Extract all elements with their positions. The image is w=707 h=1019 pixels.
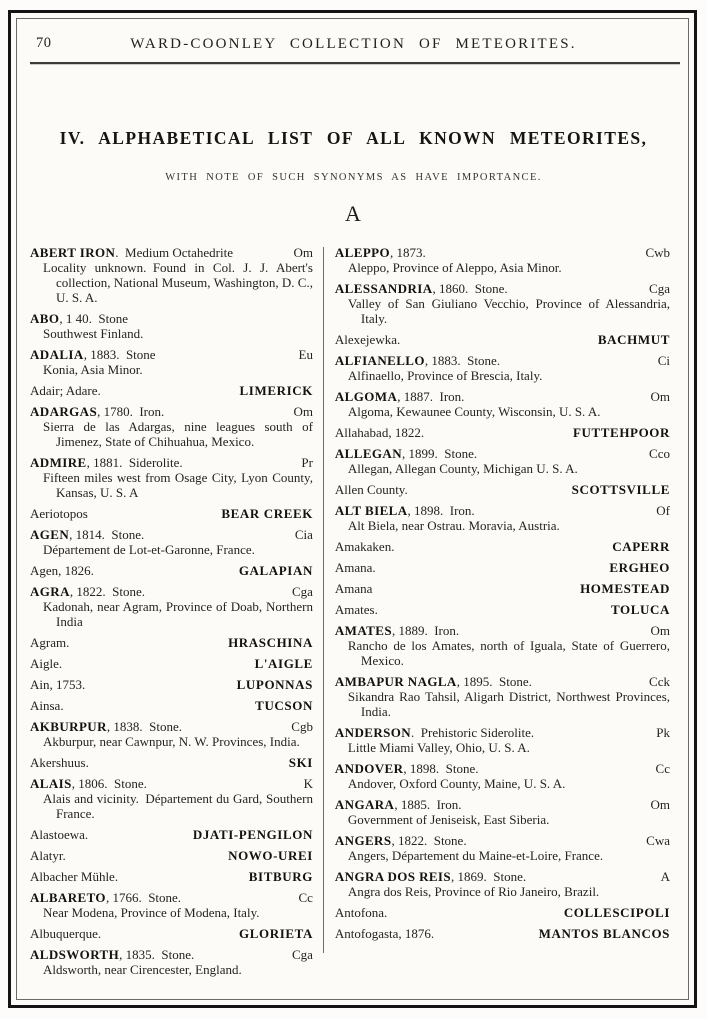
entry-info: , 1885. Iron.	[394, 797, 462, 812]
synonym-reference: BACHMUT	[597, 332, 670, 347]
synonym-entry	[30, 383, 313, 398]
synonym-reference: HOMESTEAD	[580, 581, 670, 596]
entry-class-code: Cwb	[645, 245, 670, 260]
entry-name: ANGARA	[334, 797, 395, 812]
entry-name: ALAIS	[30, 776, 72, 791]
meteorite-entry	[30, 347, 313, 377]
synonym-label: Allen County.	[334, 482, 408, 497]
section-subtitle: WITH NOTE OF SUCH SYNONYMS AS HAVE IMPORTANCE.	[165, 172, 542, 183]
synonym-entry	[335, 602, 670, 617]
right-column	[335, 245, 675, 983]
entry-name: ALESSANDRIA	[334, 281, 433, 296]
entry-title	[30, 719, 281, 734]
entry-title	[335, 281, 639, 296]
synonym-reference: MANTOS BLANCOS	[538, 926, 670, 941]
entry-title	[335, 797, 641, 812]
entry-info: , 1889. Iron.	[391, 623, 460, 638]
entry-class-code: Cia	[294, 527, 313, 542]
synonym-label: Agen, 1826.	[30, 563, 94, 578]
entry-title	[30, 347, 289, 362]
entry-info: , 1835. Stone.	[119, 947, 195, 962]
meteorite-entry	[335, 353, 670, 383]
entry-info: , 1869. Stone.	[451, 869, 527, 884]
entry-info: , 1899. Stone.	[401, 446, 478, 461]
entry-info: , 1883. Stone.	[424, 353, 500, 368]
synonym-label: Amates.	[334, 602, 378, 617]
entry-description: Andover, Oxford County, Maine, U. S. A.	[347, 776, 566, 791]
entry-title	[335, 674, 639, 689]
synonym-label: Agram.	[30, 635, 70, 650]
entry-name: ALEPPO	[334, 245, 391, 260]
entry-title	[335, 389, 641, 404]
entry-description: Alais and vicinity. Département du Gard, Southern France.	[43, 791, 313, 821]
entry-class-code: Eu	[298, 347, 313, 362]
entry-name: AGEN	[30, 527, 70, 542]
synonym-label: Amana	[334, 581, 373, 596]
entry-name: ALBARETO	[30, 890, 106, 905]
entry-headline	[30, 455, 313, 470]
entry-info: , 1881. Siderolite.	[86, 455, 183, 470]
entry-info: , 1883. Stone	[83, 347, 156, 362]
entry-headline	[30, 527, 313, 542]
entry-name: AGRA	[30, 584, 70, 599]
entry-title	[335, 869, 651, 884]
meteorite-entry	[335, 725, 670, 755]
meteorite-entry	[335, 503, 670, 533]
synonym-entry	[30, 869, 313, 884]
entry-title	[30, 947, 282, 962]
entry-class-code: Om	[650, 389, 670, 404]
entry-class-code: Om	[650, 797, 670, 812]
meteorite-entry	[335, 623, 670, 668]
meteorite-entry	[30, 947, 313, 977]
entry-headline	[335, 833, 670, 848]
synonym-reference: DJATI-PENGILON	[192, 827, 313, 842]
entry-description: Fifteen miles west from Osage City, Lyon County, Kansas, U. S. A	[43, 470, 313, 500]
synonym-reference: GLORIETA	[239, 926, 313, 941]
entry-headline	[30, 347, 313, 362]
entry-headline	[30, 404, 313, 419]
entry-class-code: Of	[656, 503, 670, 518]
entry-title	[335, 245, 636, 260]
entry-headline	[335, 725, 670, 740]
synonym-reference: COLLESCIPOLI	[563, 905, 670, 920]
synonym-entry	[30, 563, 313, 578]
synonym-reference: L'AIGLE	[254, 656, 313, 671]
synonym-reference: CAPERR	[612, 539, 670, 554]
meteorite-entry	[30, 527, 313, 557]
entry-class-code: Cck	[649, 674, 670, 689]
entry-info: , 1860. Stone.	[432, 281, 508, 296]
synonym-label: Adair; Adare.	[30, 383, 101, 398]
entry-info: , 1822. Stone.	[69, 584, 146, 599]
synonym-reference: HRASCHINA	[228, 635, 313, 650]
entry-headline	[335, 503, 670, 518]
entry-title	[30, 584, 282, 599]
entry-class-code: Cwa	[646, 833, 670, 848]
entry-title	[30, 245, 283, 260]
entry-title	[335, 725, 646, 740]
synonym-entry	[335, 482, 670, 497]
column-divider	[323, 247, 324, 953]
entry-description: Alt Biela, near Ostrau. Moravia, Austria.	[347, 518, 560, 533]
meteorite-entry	[335, 797, 670, 827]
entry-headline	[335, 674, 670, 689]
entry-description: Aleppo, Province of Aleppo, Asia Minor.	[347, 260, 562, 275]
meteorite-entry	[335, 674, 670, 719]
entry-name: ALT BIELA	[334, 503, 408, 518]
entry-headline	[335, 869, 670, 884]
synonym-entry	[335, 425, 670, 440]
entry-headline	[30, 947, 313, 962]
entry-description: Alfinaello, Province of Brescia, Italy.	[347, 368, 543, 383]
synonym-reference: NOWO-UREI	[228, 848, 313, 863]
meteorite-entry	[30, 455, 313, 500]
synonym-label: Ainsa.	[30, 698, 64, 713]
entry-name: ADMIRE	[30, 455, 87, 470]
entry-name: ALDSWORTH	[30, 947, 120, 962]
entry-headline	[30, 245, 313, 260]
synonym-reference: LUPONNAS	[236, 677, 313, 692]
entry-name: ANDOVER	[334, 761, 404, 776]
entry-name: ALGOMA	[334, 389, 398, 404]
synonym-reference: ERGHEO	[609, 560, 670, 575]
synonym-label: Aeriotopos	[30, 506, 88, 521]
entry-description: Little Miami Valley, Ohio, U. S. A.	[347, 740, 530, 755]
entry-info: , 1 40. Stone	[59, 311, 128, 326]
entry-headline	[30, 776, 313, 791]
entry-name: ABERT IRON	[30, 245, 116, 260]
entry-class-code: Cgb	[291, 719, 313, 734]
entry-title	[30, 776, 294, 791]
entry-headline	[335, 446, 670, 461]
synonym-label: Aigle.	[30, 656, 63, 671]
meteorite-entry	[30, 311, 313, 341]
synonym-label: Antofona.	[334, 905, 388, 920]
entry-info: , 1814. Stone.	[69, 527, 145, 542]
entry-class-code: K	[303, 776, 313, 791]
entry-headline	[335, 761, 670, 776]
entry-headline	[335, 353, 670, 368]
synonym-reference: FUTTEHPOOR	[572, 425, 670, 440]
entry-class-code: Ci	[657, 353, 670, 368]
synonym-reference: GALAPIAN	[238, 563, 313, 578]
entry-class-code: Cga	[292, 584, 313, 599]
entry-headline	[30, 311, 313, 326]
entry-class-code: Om	[293, 245, 313, 260]
entry-name: ALLEGAN	[334, 446, 402, 461]
entry-class-code: Om	[293, 404, 313, 419]
entry-description: Sikandra Rao Tahsil, Aligarh District, Northwest Provinces, India.	[347, 689, 670, 719]
entry-headline	[335, 623, 670, 638]
meteorite-entry	[30, 719, 313, 749]
meteorite-entry	[335, 833, 670, 863]
entry-description: Kadonah, near Agram, Province of Doab, Northern India	[43, 599, 313, 629]
synonym-label: Amana.	[334, 560, 376, 575]
synonym-reference: SCOTTSVILLE	[571, 482, 670, 497]
entry-description: Algoma, Kewaunee County, Wisconsin, U. S. A.	[347, 404, 601, 419]
entry-name: AMATES	[334, 623, 392, 638]
meteorite-entry	[30, 890, 313, 920]
entry-info: , 1873.	[390, 245, 426, 260]
entry-description: Locality unknown. Found in Col. J. J. Abert's collection, National Museum, Washington, D. C., U. S. A.	[43, 260, 313, 305]
entry-class-code: Cco	[649, 446, 670, 461]
entry-class-code: Cga	[649, 281, 670, 296]
entry-headline	[30, 584, 313, 599]
entry-columns	[30, 245, 675, 983]
entry-name: ANGRA DOS REIS	[334, 869, 452, 884]
entry-info: . Medium Octahedrite	[115, 245, 233, 260]
entry-name: ANDERSON	[334, 725, 412, 740]
entry-class-code: A	[660, 869, 670, 884]
entry-info: . Prehistoric Siderolite.	[411, 725, 535, 740]
synonym-entry	[335, 926, 670, 941]
entry-info: , 1822. Stone.	[391, 833, 467, 848]
entry-info: , 1780. Iron.	[97, 404, 165, 419]
entry-info: , 1895. Stone.	[456, 674, 532, 689]
synonym-entry	[335, 905, 670, 920]
meteorite-entry	[335, 245, 670, 275]
entry-title	[30, 404, 283, 419]
synonym-label: Allahabad, 1822.	[334, 425, 425, 440]
synonym-entry	[335, 560, 670, 575]
meteorite-entry	[335, 761, 670, 791]
synonym-entry	[30, 635, 313, 650]
synonym-reference: BITBURG	[248, 869, 313, 884]
synonym-entry	[30, 677, 313, 692]
synonym-label: Akershuus.	[30, 755, 89, 770]
entry-name: ALFIANELLO	[334, 353, 425, 368]
entry-description: Konia, Asia Minor.	[43, 362, 143, 377]
meteorite-entry	[30, 584, 313, 629]
entry-name: AMBAPUR NAGLA	[334, 674, 457, 689]
entry-description: Aldsworth, near Cirencester, England.	[43, 962, 242, 977]
entry-info: , 1898. Iron.	[407, 503, 475, 518]
entry-title	[335, 353, 648, 368]
header-rule	[30, 62, 680, 64]
synonym-label: Amakaken.	[334, 539, 395, 554]
entry-info: , 1838. Stone.	[106, 719, 182, 734]
synonym-entry	[30, 926, 313, 941]
entry-class-code: Cc	[298, 890, 313, 905]
entry-class-code: Om	[650, 623, 670, 638]
entry-title	[335, 623, 641, 638]
entry-title	[30, 527, 285, 542]
synonym-entry	[30, 656, 313, 671]
letter-heading: A	[345, 201, 362, 226]
entry-info: , 1806. Stone.	[71, 776, 147, 791]
entry-title	[335, 446, 639, 461]
meteorite-entry	[335, 446, 670, 476]
entry-name: AKBURPUR	[30, 719, 107, 734]
entry-class-code: Cga	[292, 947, 313, 962]
entry-class-code: Pr	[301, 455, 313, 470]
section-title: IV. ALPHABETICAL LIST OF ALL KNOWN METEORITES,	[59, 128, 648, 148]
synonym-reference: BEAR CREEK	[221, 506, 313, 521]
left-column	[30, 245, 313, 983]
synonym-reference: TOLUCA	[611, 602, 670, 617]
page-header	[0, 35, 707, 55]
synonym-entry	[335, 539, 670, 554]
entry-title	[30, 311, 313, 326]
entry-headline	[335, 245, 670, 260]
entry-title	[335, 503, 646, 518]
entry-description: Akburpur, near Cawnpur, N. W. Provinces, India.	[43, 734, 300, 749]
entry-description: Sierra de las Adargas, nine leagues south of Jimenez, State of Chihuahua, Mexico.	[43, 419, 313, 449]
synonym-label: Alexejewka.	[334, 332, 401, 347]
entry-description: Département de Lot-et-Garonne, France.	[43, 542, 255, 557]
synonym-reference: SKI	[288, 755, 313, 770]
entry-description: Angers, Département du Maine-et-Loire, France.	[347, 848, 604, 863]
entry-headline	[30, 890, 313, 905]
entry-headline	[335, 797, 670, 812]
page-number: 70	[36, 35, 52, 51]
meteorite-entry	[335, 281, 670, 326]
meteorite-entry	[335, 389, 670, 419]
entry-title	[335, 761, 646, 776]
synonym-entry	[30, 698, 313, 713]
entry-info: , 1766. Stone.	[105, 890, 182, 905]
entry-description: Allegan, Allegan County, Michigan U. S. A.	[347, 461, 578, 476]
meteorite-entry	[335, 869, 670, 899]
synonym-label: Albuquerque.	[30, 926, 102, 941]
entry-description: Southwest Finland.	[43, 326, 144, 341]
entry-description: Angra dos Reis, Province of Rio Janeiro, Brazil.	[347, 884, 600, 899]
entry-class-code: Pk	[656, 725, 670, 740]
entry-name: ADARGAS	[30, 404, 98, 419]
meteorite-entry	[30, 776, 313, 821]
running-title: WARD-COONLEY COLLECTION OF METEORITES.	[130, 36, 577, 52]
entry-class-code: Cc	[655, 761, 670, 776]
synonym-label: Antofogasta, 1876.	[334, 926, 435, 941]
synonym-label: Ain, 1753.	[30, 677, 86, 692]
synonym-entry	[30, 506, 313, 521]
entry-info: , 1887. Iron.	[397, 389, 465, 404]
synonym-entry	[335, 332, 670, 347]
entry-description: Government of Jeniseisk, East Siberia.	[347, 812, 550, 827]
entry-title	[335, 833, 636, 848]
entry-name: ANGERS	[334, 833, 392, 848]
synonym-entry	[30, 755, 313, 770]
entry-description: Valley of San Giuliano Vecchio, Province of Alessandria, Italy.	[347, 296, 670, 326]
entry-headline	[30, 719, 313, 734]
entry-description: Near Modena, Province of Modena, Italy.	[43, 905, 260, 920]
entry-headline	[335, 389, 670, 404]
synonym-reference: LIMERICK	[239, 383, 313, 398]
meteorite-entry	[30, 404, 313, 449]
entry-name: ADALIA	[30, 347, 84, 362]
synonym-label: Albacher Mühle.	[30, 869, 119, 884]
entry-name: ABO	[30, 311, 60, 326]
entry-description: Rancho de los Amates, north of Iguala, State of Guerrero, Mexico.	[347, 638, 670, 668]
entry-title	[30, 455, 291, 470]
entry-headline	[335, 281, 670, 296]
synonym-label: Alastoewa.	[30, 827, 89, 842]
meteorite-entry	[30, 245, 313, 305]
synonym-entry	[30, 827, 313, 842]
entry-info: , 1898. Stone.	[403, 761, 479, 776]
synonym-entry	[30, 848, 313, 863]
entry-title	[30, 890, 289, 905]
synonym-reference: TUCSON	[255, 698, 313, 713]
synonym-entry	[335, 581, 670, 596]
synonym-label: Alatyr.	[30, 848, 66, 863]
